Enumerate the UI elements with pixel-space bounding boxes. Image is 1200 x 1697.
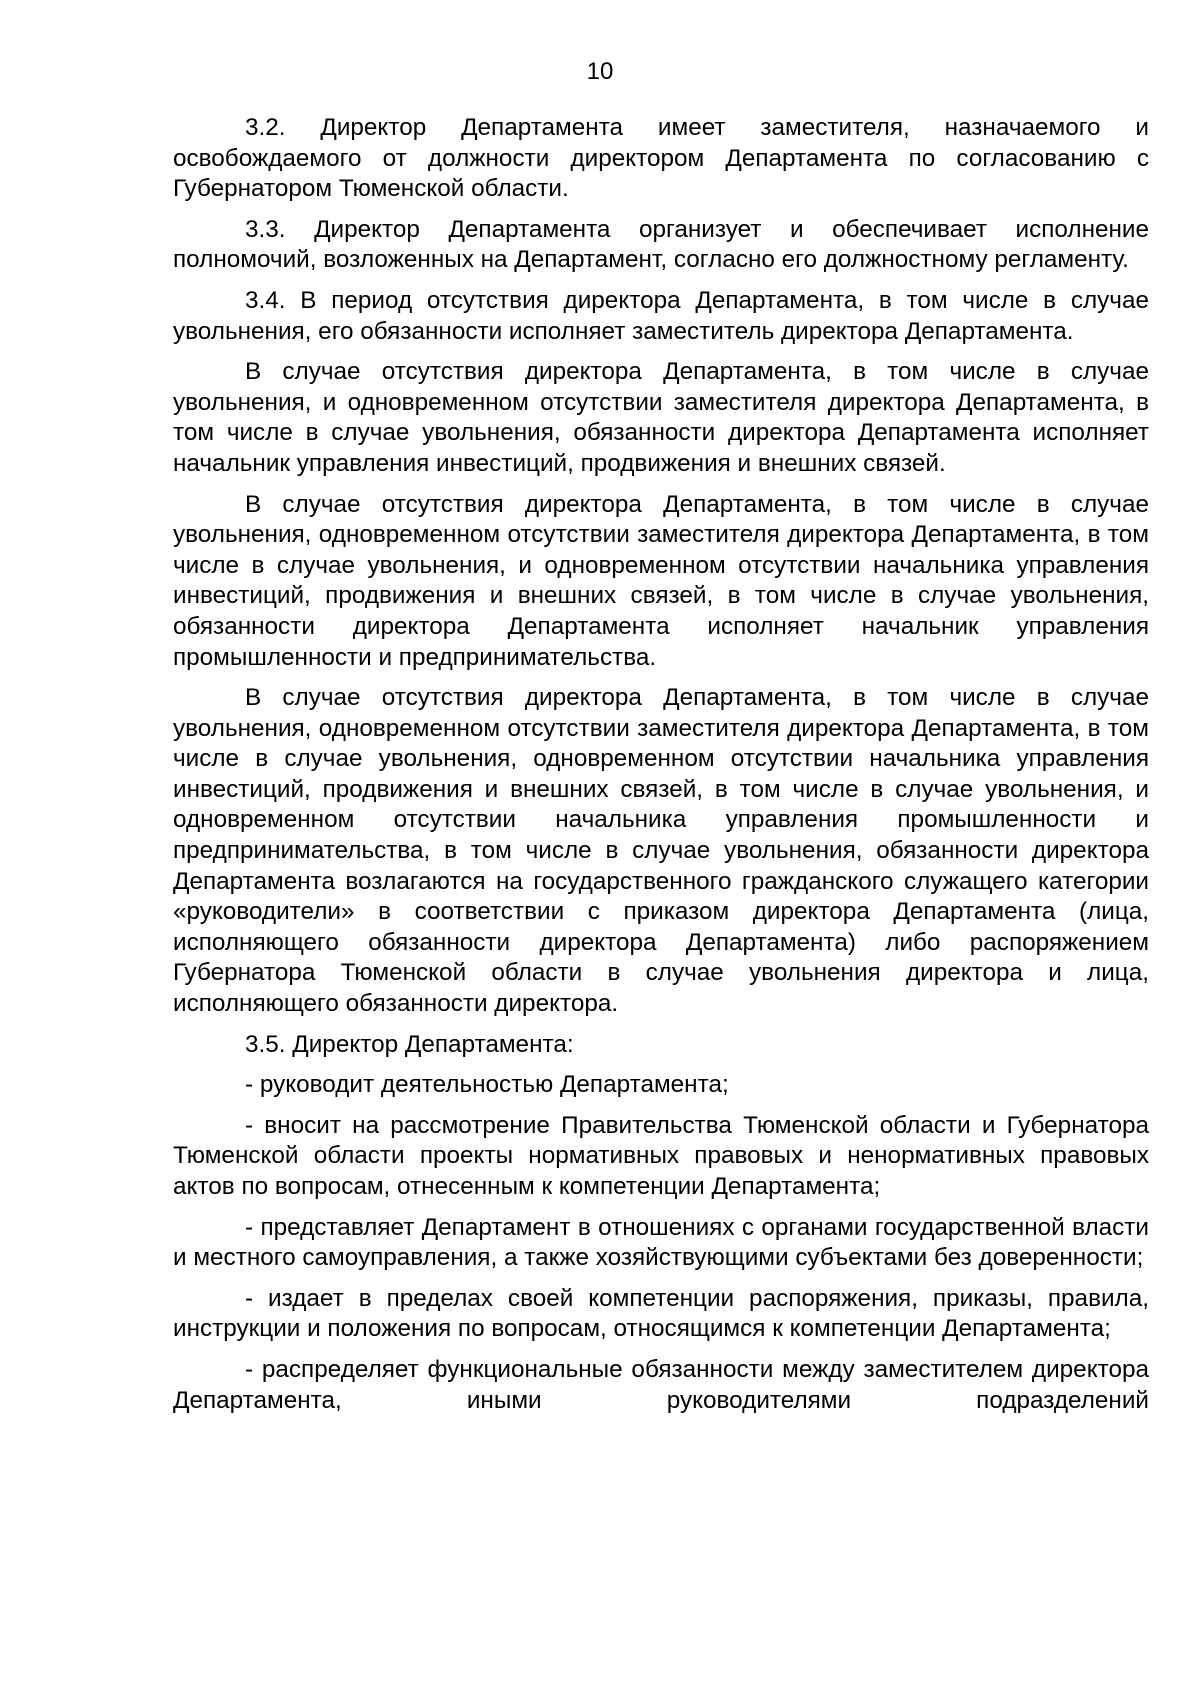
paragraph-substitution-3: В случае отсутствия директора Департамента, в том числе в случае увольнения, одновременном отсутствии заместителя директора Департамента, в том числе в случае увольнения, одновременном отсутствии начальника управления инвестиций, продвижения и внешних связей, в том числе в случае увольнения, и одновременном отсутствии начальника управления промышленности и предпринимательства, в том числе в случае увольнения, обязанности директора Департамента возлагаются на государственного гражданского служащего категории «руководители» в соответствии с приказом директора Департамента (лица, исполняющего обязанности директора Департамента) либо распоряжением Губернатора Тюменской области в случае увольнения директора и лица, исполняющего обязанности директора.: [173, 684, 1149, 1018]
paragraph-substitution-2: В случае отсутствия директора Департамента, в том числе в случае увольнения, одновременном отсутствии заместителя директора Департамента, в том числе в случае увольнения, и одновременном отсутствии начальника управления инвестиций, продвижения и внешних связей, в том числе в случае увольнения, обязанности директора Департамента исполняет начальник управления промышленности и предпринимательства.: [173, 490, 1149, 671]
paragraph-3-4: 3.4. В период отсутствия директора Департамента, в том числе в случае увольнения, его обязанности исполняет заместитель директора Департамента.: [173, 286, 1149, 345]
paragraph-3-2: 3.2. Директор Департамента имеет заместителя, назначаемого и освобождаемого от должности директором Департамента по согласованию с Губернатором Тюменской области.: [173, 114, 1149, 203]
paragraph-3-3: 3.3. Директор Департамента организует и обеспечивает исполнение полномочий, возложенных на Департамент, согласно его должностному регламенту.: [173, 215, 1149, 274]
list-item-distributes: - распределяет функциональные обязанности между заместителем директора Департамента, иными руководителями подразделений: [173, 1355, 1149, 1414]
list-item-represents: - представляет Департамент в отношениях с органами государственной власти и местного самоуправления, а также хозяйствующими субъектами без доверенности;: [173, 1213, 1149, 1272]
document-body: [173, 113, 1149, 1416]
list-item-issues: - издает в пределах своей компетенции распоряжения, приказы, правила, инструкции и положения по вопросам, относящимся к компетенции Департамента;: [173, 1284, 1149, 1343]
list-item-submits: - вносит на рассмотрение Правительства Тюменской области и Губернатора Тюменской области проекты нормативных правовых и ненормативных правовых актов по вопросам, отнесенным к компетенции Департамента;: [173, 1111, 1149, 1200]
page-number: 10: [586, 58, 614, 85]
paragraph-substitution-1: В случае отсутствия директора Департамента, в том числе в случае увольнения, и одновременном отсутствии заместителя директора Департамента, в том числе в случае увольнения, обязанности директора Департамента исполняет начальник управления инвестиций, продвижения и внешних связей.: [173, 358, 1149, 477]
paragraph-3-5: 3.5. Директор Департамента:: [245, 1030, 574, 1058]
list-item-manages: - руководит деятельностью Департамента;: [245, 1071, 729, 1099]
